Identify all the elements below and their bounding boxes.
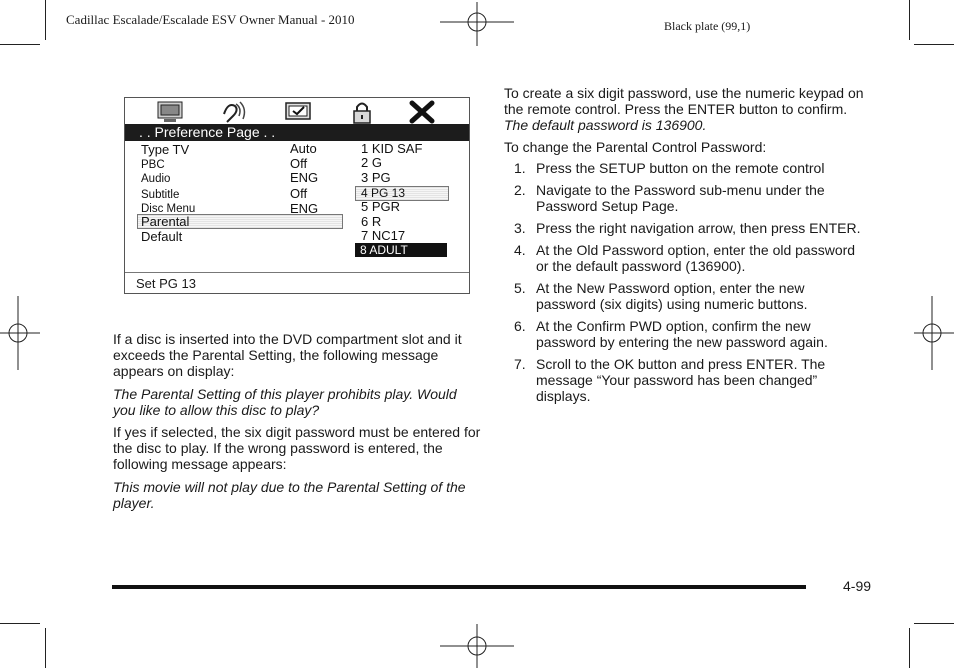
step-number: 6. — [514, 318, 526, 334]
left-paragraph-2: The Parental Setting of this player prohibits play. Would you like to allow this disc to play? — [113, 386, 457, 418]
osd-status-text: Set PG 13 — [136, 276, 196, 291]
value-subtitle: Off — [290, 186, 308, 201]
step-text: At the Old Password option, enter the old password or the default password (136900). — [536, 242, 856, 274]
lock-icon — [347, 100, 377, 124]
monitor-icon — [155, 100, 185, 124]
step-number: 4. — [514, 242, 526, 258]
osd-footer-divider — [125, 272, 469, 273]
default-password-note: The default password is 136900. — [504, 117, 707, 133]
step-text: Press the SETUP button on the remote control — [536, 160, 825, 176]
password-steps-list — [505, 160, 865, 410]
audio-icon — [219, 100, 249, 124]
osd-title: . . Preference Page . . — [139, 124, 276, 140]
registration-mark-bottom — [440, 624, 514, 668]
change-password-heading: To change the Parental Control Password: — [504, 139, 767, 155]
rating-option-pg[interactable]: 3 PG — [361, 170, 391, 185]
step-number: 3. — [514, 220, 526, 236]
value-type-tv: Auto — [290, 141, 317, 156]
step-text: At the New Password option, enter the new password (six digits) using numeric buttons. — [536, 280, 808, 312]
value-audio: ENG — [290, 170, 319, 185]
step-number: 2. — [514, 182, 526, 198]
rating-option-nc17[interactable]: 7 NC17 — [361, 228, 406, 243]
step-number: 5. — [514, 280, 526, 296]
rating-option-r[interactable]: 6 R — [361, 214, 382, 229]
list-item — [505, 220, 865, 236]
menu-item-type-tv[interactable]: Type TV — [141, 142, 190, 157]
footer-rule — [112, 585, 806, 589]
menu-item-audio[interactable]: Audio — [141, 173, 171, 185]
manual-title: Cadillac Escalade/Escalade ESV Owner Manual - 2010 — [66, 12, 355, 27]
step-text: At the Confirm PWD option, confirm the new password by entering the new password again. — [536, 318, 828, 350]
list-item — [505, 182, 865, 214]
value-disc-menu: ENG — [290, 201, 319, 216]
list-item — [505, 160, 865, 176]
registration-mark-left — [0, 296, 40, 370]
rating-option-g[interactable]: 2 G — [361, 155, 382, 170]
menu-item-disc-menu[interactable]: Disc Menu — [141, 203, 196, 215]
check-box-icon — [283, 100, 313, 124]
menu-item-subtitle[interactable]: Subtitle — [141, 189, 180, 201]
page-number: 4-99 — [843, 578, 872, 594]
menu-item-default[interactable]: Default — [141, 229, 183, 244]
left-paragraph-3: If yes if selected, the six digit password must be entered for the disc to play. If the wrong password is entered, the following message appears: — [113, 424, 481, 472]
close-icon — [407, 100, 437, 124]
list-item — [505, 280, 865, 312]
step-number: 1. — [514, 160, 526, 176]
step-text: Scroll to the OK button and press ENTER. The message “Your password has been changed” displays. — [536, 356, 826, 404]
osd-icon-row — [125, 98, 469, 124]
left-paragraph-1: If a disc is inserted into the DVD compartment slot and it exceeds the Parental Setting, the following message appears on display: — [113, 331, 462, 379]
menu-item-pbc[interactable]: PBC — [141, 159, 165, 171]
plate-label: Black plate (99,1) — [664, 19, 751, 33]
list-item — [505, 318, 865, 350]
list-item — [505, 242, 865, 274]
rating-option-pg13[interactable]: 4 PG 13 — [361, 186, 406, 200]
menu-item-parental[interactable]: Parental — [141, 214, 190, 229]
rating-option-pgr[interactable]: 5 PGR — [361, 199, 401, 214]
registration-mark-top — [440, 2, 514, 46]
step-text: Press the right navigation arrow, then press ENTER. — [536, 220, 861, 236]
registration-mark-right — [914, 296, 954, 370]
osd-title-bar — [125, 124, 469, 141]
step-number: 7. — [514, 356, 526, 372]
rating-option-adult[interactable]: 8 ADULT — [360, 243, 408, 257]
list-item — [505, 356, 865, 404]
right-intro-text: To create a six digit password, use the numeric keypad on the remote control. Press the ENTER button to confirm. — [504, 85, 864, 117]
rating-option-kid-saf[interactable]: 1 KID SAF — [361, 141, 423, 156]
dvd-setup-screen-figure — [124, 97, 470, 294]
value-pbc: Off — [290, 156, 308, 171]
left-paragraph-4: This movie will not play due to the Parental Setting of the player. — [113, 479, 466, 511]
right-intro — [504, 85, 864, 133]
step-text: Navigate to the Password sub-menu under the Password Setup Page. — [536, 182, 825, 214]
